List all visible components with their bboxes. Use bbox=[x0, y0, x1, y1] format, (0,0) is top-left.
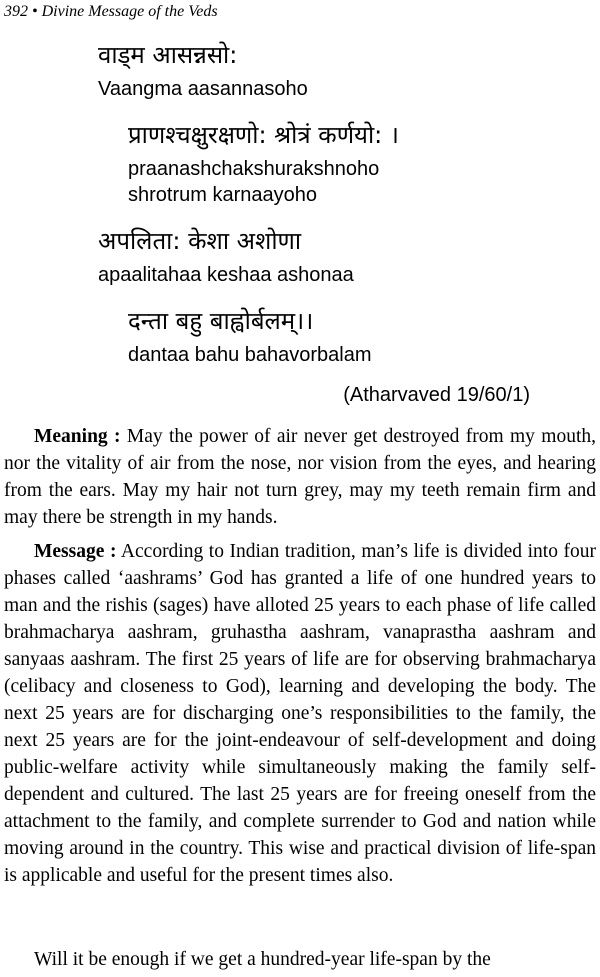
message-label: Message : bbox=[34, 541, 117, 562]
verse-1-transliteration: Vaangma aasannasoho bbox=[98, 78, 308, 100]
verse-3-transliteration: apaalitahaa keshaa ashonaa bbox=[98, 264, 354, 286]
verse-citation: (Atharvaved 19/60/1) bbox=[343, 384, 530, 406]
meaning-label: Meaning : bbox=[34, 426, 121, 447]
message-paragraph bbox=[4, 538, 596, 889]
meaning-paragraph bbox=[4, 423, 596, 531]
message-text: According to Indian tradition, man’s life is divided into four phases called ‘aashrams’ God has granted a life of one hundred years to man and the rishis (sages) have alloted 25 years to each phase of life called brahmacharya aashram, gruhastha aashram, vanaprastha aashram and sanyaas aashram. The first 25 years of life are for observing brahmacharya (celibacy and closeness to God), learning and developing the body. The next 25 years are for discharging one’s responsibilities to the family, the next 25 years are for the joint-endeavour of self-development and doing public-welfare activity while simultaneously making the family self-dependent and cultured. The last 25 years are for freeing oneself from the attachment to the family, and complete surrender to God and nation while moving around in the country. This wise and practical division of life-span is applicable and useful for the present times also. bbox=[4, 541, 596, 886]
verse-4-sanskrit: दन्ता बहु बाह्वोर्बलम्।। bbox=[128, 307, 314, 335]
meaning-text: May the power of air never get destroyed from my mouth, nor the vitality of air from the nose, nor vision from the eyes, and hearing from the ears. May my hair not turn grey, may my teeth remain firm and may there be strength in my hands. bbox=[4, 426, 596, 528]
verse-1-sanskrit: वाड्म आसन्नसो: bbox=[98, 41, 238, 69]
verse-2-sanskrit: प्राणश्चक्षुरक्षणो: श्रोत्रं कर्णयो: । bbox=[128, 121, 399, 149]
continuation-paragraph: Will it be enough if we get a hundred-year life-span by the bbox=[34, 949, 491, 970]
verse-2-transliteration-line-1: praanashchakshurakshnoho bbox=[128, 158, 380, 180]
running-header: 392 • Divine Message of the Veds bbox=[4, 3, 218, 20]
verse-4-transliteration: dantaa bahu bahavorbalam bbox=[128, 344, 372, 366]
verse-2-transliteration-line-2: shrotrum karnaayoho bbox=[128, 184, 317, 206]
verse-3-sanskrit: अपलिता: केशा अशोणा bbox=[98, 227, 302, 255]
